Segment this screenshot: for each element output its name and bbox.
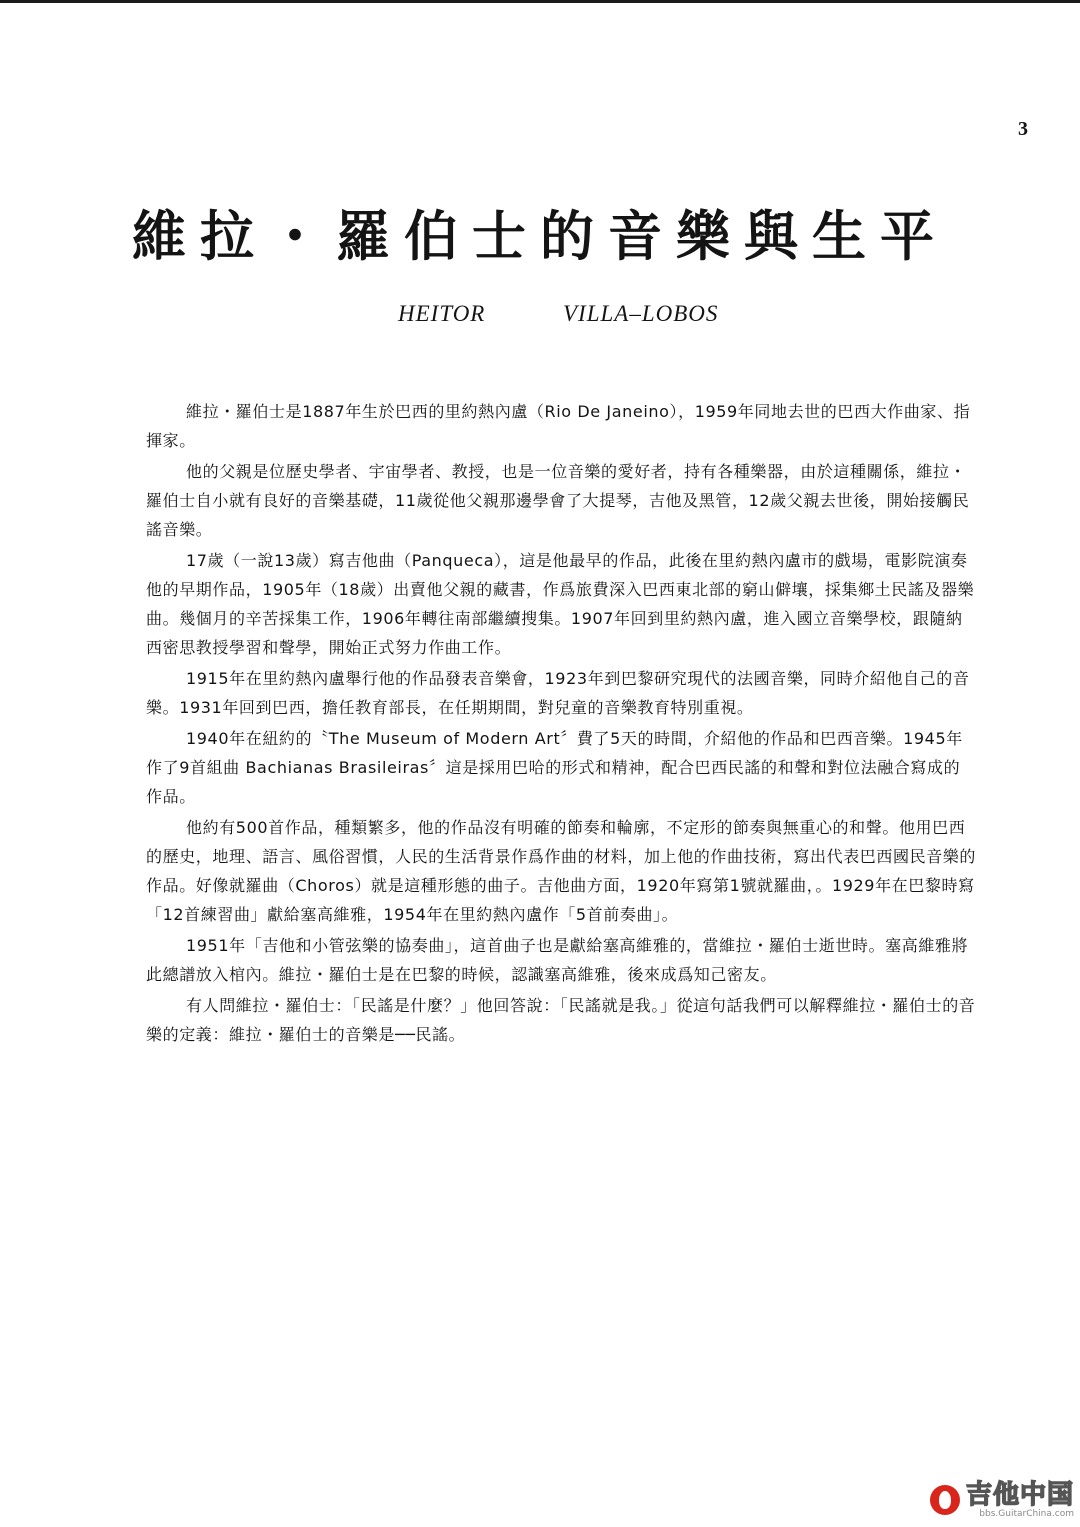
top-border: [0, 0, 1080, 3]
page-number: 3: [1018, 118, 1028, 140]
article-body: [146, 397, 976, 1051]
subtitle-first-name: HEITOR: [398, 301, 486, 326]
paragraph-8: 有人問維拉・羅伯士：「民謠是什麼？」他回答說：「民謠就是我。」從這句話我們可以解釋維拉・羅伯士的音樂的定義：維拉・羅伯士的音樂是──民謠。: [146, 996, 976, 1044]
paragraph-7: 1951年「吉他和小管弦樂的協奏曲」，這首曲子也是獻給塞高維雅的，當維拉・羅伯士逝世時。塞高維雅將此總譜放入棺內。維拉・羅伯士是在巴黎的時候，認識塞高維雅，後來成爲知己密友。: [146, 936, 969, 984]
paragraph-2: 他的父親是位歷史學者、宇宙學者、教授，也是一位音樂的愛好者，持有各種樂器，由於這種關係，維拉・羅伯士自小就有良好的音樂基礎，11歲從他父親那邊學會了大提琴，吉他及黑管，12歲父親去世後，開始接觸民謠音樂。: [146, 462, 970, 539]
paragraph-6: 他約有500首作品，種類繁多，他的作品沒有明確的節奏和輪廓，不定形的節奏與無重心的和聲。他用巴西的歷史，地理、語言、風俗習慣，人民的生活背景作爲作曲的材料，加上他的作曲技術，寫出代表巴西國民音樂的作品。好像就羅曲（Choros）就是這種形態的曲子。吉他曲方面，1920年寫第1號就羅曲，。1929年在巴黎時寫「12首練習曲」獻給塞高維雅，1954年在里約熱內盧作「5首前奏曲」。: [146, 818, 977, 924]
paragraph-1: 維拉・羅伯士是1887年生於巴西的里約熱內盧（Rio De Janeino），1959年同地去世的巴西大作曲家、指揮家。: [146, 402, 971, 450]
paragraph-4: 1915年在里約熱內盧舉行他的作品發表音樂會，1923年到巴黎研究現代的法國音樂，同時介紹他自己的音樂。1931年回到巴西，擔任教育部長，在任期期間，對兒童的音樂教育特別重視。: [146, 669, 970, 717]
subtitle-last-name: VILLA–LOBOS: [563, 301, 719, 326]
guitar-logo-icon: [930, 1485, 960, 1515]
watermark-site-url: bbs.GuitarChina.com: [979, 1509, 1074, 1519]
page-title: 維拉・羅伯士的音樂與生平: [132, 205, 948, 268]
watermark-site-name: 吉他中国: [965, 1480, 1074, 1510]
paragraph-5: 1940年在紐約的〝The Museum of Modern Art〞費了5天的時間，介紹他的作品和巴西音樂。1945年作了9首組曲 Bachianas Brasileiras〞這是採用巴哈的形式和精神，配合巴西民謠的和聲和對位法融合寫成的作品。: [146, 729, 963, 806]
watermark-text: [966, 1481, 1074, 1519]
paragraph-3: 17歲（一說13歲）寫吉他曲（Panqueca），這是他最早的作品，此後在里約熱內盧市的戲場，電影院演奏他的早期作品，1905年（18歲）出賣他父親的藏書，作爲旅費深入巴西東北部的窮山僻壤，採集鄉土民謠及器樂曲。幾個月的辛苦採集工作，1906年轉往南部繼續搜集。1907年回到里約熱內盧，進入國立音樂學校，跟隨納西密思教授學習和聲學，開始正式努力作曲工作。: [146, 551, 975, 657]
site-watermark: [930, 1481, 1074, 1519]
